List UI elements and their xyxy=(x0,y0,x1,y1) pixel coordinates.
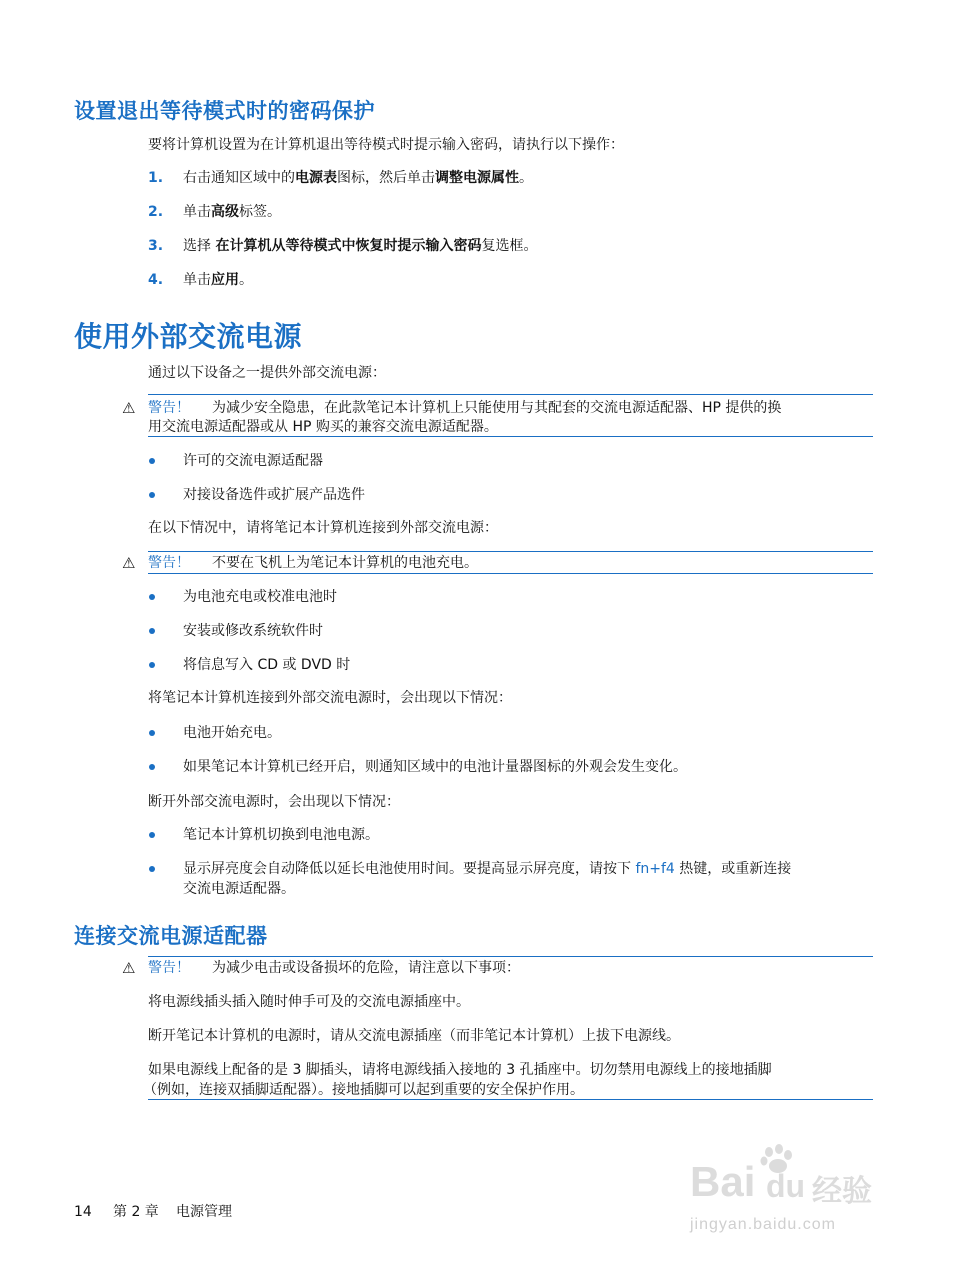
watermark-url: jingyan.baidu.com xyxy=(690,1216,836,1233)
step-3-text xyxy=(183,236,537,256)
list-item: 许可的交流电源适配器 xyxy=(183,453,323,469)
warning1-line2: 用交流电源适配器或从 HP 购买的兼容交流电源适配器。 xyxy=(148,419,498,435)
warning-top-rule xyxy=(148,394,873,395)
step-ui-term: 在计算机从等待模式中恢复时提示输入密码 xyxy=(215,238,482,254)
watermark-brand2: du xyxy=(766,1168,806,1204)
list-item: 安装或修改系统软件时 xyxy=(183,623,323,639)
bullet-icon xyxy=(149,458,155,464)
bullet-icon xyxy=(149,662,155,668)
step-text: 。 xyxy=(239,272,253,288)
list-item-brightness-line2: 交流电源适配器。 xyxy=(183,881,295,897)
step-ui-term: 应用 xyxy=(211,272,239,288)
bullet-icon xyxy=(149,628,155,634)
list-item: 对接设备选件或扩展产品选件 xyxy=(183,487,365,503)
section1-title: 设置退出等待模式时的密码保护 xyxy=(74,99,375,123)
bullet-icon xyxy=(149,832,155,838)
section3-title: 连接交流电源适配器 xyxy=(74,924,268,948)
watermark-cn: 经验 xyxy=(812,1174,872,1209)
step-text: 标签。 xyxy=(239,204,281,220)
section2-intro: 通过以下设备之一提供外部交流电源： xyxy=(148,365,386,381)
list-item-text: 显示屏亮度会自动降低以延长电池使用时间。要提高显示屏亮度，请按下 xyxy=(183,861,636,877)
watermark-brand: Bai xyxy=(690,1158,756,1205)
warning2-text: 不要在飞机上为笔记本计算机的电池充电。 xyxy=(212,555,478,571)
footer-page-number: 14 xyxy=(74,1204,92,1220)
bullet-icon xyxy=(149,866,155,872)
step-4-text xyxy=(183,270,253,290)
section2-intro2: 在以下情况中，请将笔记本计算机连接到外部交流电源： xyxy=(148,520,498,536)
list-item: 为电池充电或校准电池时 xyxy=(183,589,337,605)
baidu-watermark xyxy=(690,1140,910,1250)
step-text: 单击 xyxy=(183,272,211,288)
list-item: 电池开始充电。 xyxy=(183,725,281,741)
step-ui-term: 调整电源属性 xyxy=(435,170,519,186)
footer-chapter-title: 电源管理 xyxy=(176,1204,232,1220)
step-text: 复选框。 xyxy=(481,238,538,254)
step-number: 1. xyxy=(148,170,164,186)
step-text: 选择 xyxy=(183,238,216,254)
footer-chapter: 第 2 章 xyxy=(113,1204,159,1220)
warning-top-rule xyxy=(148,956,873,957)
step-text: 单击 xyxy=(183,204,211,220)
warning-triangle-icon: ⚠ xyxy=(122,554,136,572)
bullet-icon xyxy=(149,764,155,770)
warning3-p3-line2: （例如，连接双插脚适配器）。接地插脚可以起到重要的安全保护作用。 xyxy=(143,1082,584,1098)
warning3-p1: 将电源线插头插入随时伸手可及的交流电源插座中。 xyxy=(148,994,470,1010)
step-text: 图标，然后单击 xyxy=(337,170,435,186)
warning-top-rule xyxy=(148,551,873,552)
list-item-text: 热键，或重新连接 xyxy=(674,861,792,877)
step-number: 2. xyxy=(148,204,164,220)
step-number: 4. xyxy=(148,272,164,288)
step-ui-term: 电源表 xyxy=(295,170,337,186)
step-text: 右击通知区域中的 xyxy=(183,170,295,186)
step-2-text xyxy=(183,202,281,222)
section2-title: 使用外部交流电源 xyxy=(74,320,303,353)
warning-bottom-rule xyxy=(148,436,873,437)
section2-intro4: 断开外部交流电源时，会出现以下情况： xyxy=(148,794,400,810)
warning-triangle-icon: ⚠ xyxy=(122,959,136,977)
list-item: 如果笔记本计算机已经开启，则通知区域中的电池计量器图标的外观会发生变化。 xyxy=(183,759,687,775)
warning-bottom-rule xyxy=(148,1099,873,1100)
warning1-line1: 为减少安全隐患，在此款笔记本计算机上只能使用与其配套的交流电源适配器、HP 提供的换 xyxy=(212,400,782,416)
warning-label: 警告！ xyxy=(148,400,190,416)
warning-triangle-icon: ⚠ xyxy=(122,399,136,417)
step-number: 3. xyxy=(148,238,164,254)
section1-intro: 要将计算机设置为在计算机退出等待模式时提示输入密码，请执行以下操作： xyxy=(148,137,624,153)
list-item-brightness xyxy=(183,859,791,879)
bullet-icon xyxy=(149,730,155,736)
warning-bottom-rule xyxy=(148,573,873,574)
list-item: 将信息写入 CD 或 DVD 时 xyxy=(183,657,351,673)
section2-intro3: 将笔记本计算机连接到外部交流电源时，会出现以下情况： xyxy=(148,690,512,706)
list-item: 笔记本计算机切换到电池电源。 xyxy=(183,827,379,843)
hotkey-text: fn+f4 xyxy=(635,861,675,877)
warning-label: 警告！ xyxy=(148,555,190,571)
step-ui-term: 高级 xyxy=(211,204,239,220)
warning-label: 警告！ xyxy=(148,960,190,976)
bullet-icon xyxy=(149,594,155,600)
step-text: 。 xyxy=(519,170,533,186)
warning3-text: 为减少电击或设备损坏的危险，请注意以下事项： xyxy=(212,960,520,976)
bullet-icon xyxy=(149,492,155,498)
warning3-p2: 断开笔记本计算机的电源时，请从交流电源插座（而非笔记本计算机）上拔下电源线。 xyxy=(148,1028,680,1044)
step-1-text xyxy=(183,168,533,188)
warning3-p3-line1: 如果电源线上配备的是 3 脚插头，请将电源线插入接地的 3 孔插座中。切勿禁用电源线上的接地插脚 xyxy=(148,1062,772,1078)
